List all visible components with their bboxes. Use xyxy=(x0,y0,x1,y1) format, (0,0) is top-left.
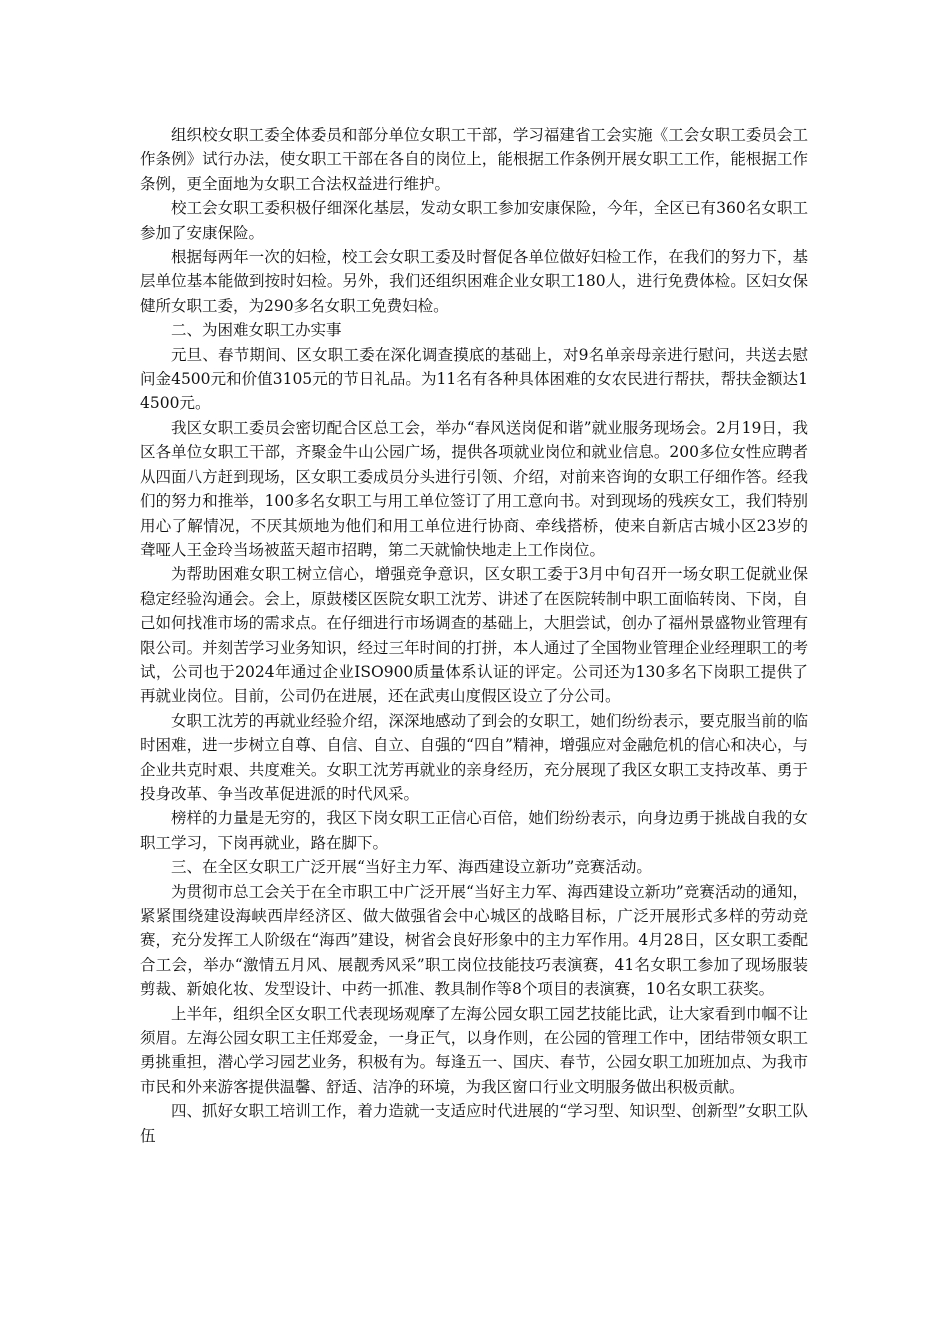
paragraph-health-check: 根据每两年一次的妇检，校工会女职工委及时督促各单位做好妇检工作，在我们的努力下，基层单位基本能做到按时妇检。另外，我们还组织困难企业女职工180人，进行免费体检。区妇女保健所女职工委，为290多名女职工免费妇检。 xyxy=(140,248,808,315)
paragraph-training-regulations: 组织校女职工委全体委员和部分单位女职工干部，学习福建省工会实施《工会女职工委员会工作条例》试行办法，使女职工干部在各自的岗位上，能根据工作条例开展女职工工作，能根据工作条例，更全面地为女职工合法权益进行维护。 xyxy=(140,126,808,193)
section-heading-4: 四、抓好女职工培训工作，着力造就一支适应时代进展的“学习型、知识型、创新型”女职工队伍 xyxy=(140,1102,808,1145)
paragraph-role-model: 榜样的力量是无穷的，我区下岗女职工正信心百倍，她们纷纷表示，向身边勇于挑战自我的女职工学习，下岗再就业，路在脚下。 xyxy=(140,809,808,852)
section-heading-3: 三、在全区女职工广泛开展“当好主力军、海西建设立新功”竞赛活动。 xyxy=(171,858,652,877)
document-body xyxy=(140,123,808,1148)
paragraph-competition: 为贯彻市总工会关于在全市职工中广泛开展“当好主力军、海西建设立新功”竞赛活动的通知，紧紧围绕建设海峡西岸经济区、做大做强省会中心城区的战略目标，广泛开展形式多样的劳动竞赛，充分发挥工人阶级在“海西”建设，树省会良好形象中的主力军作用。4月28日，区女职工委配合工会，举办“激情五月风、展靓秀风采”职工岗位技能技巧表演赛，41名女职工参加了现场服装剪裁、新娘化妆、发型设计、中药一抓准、教具制作等8个项目的表演赛，10名女职工获奖。 xyxy=(140,882,808,999)
paragraph-reemployment-story: 女职工沈芳的再就业经验介绍，深深地感动了到会的女职工，她们纷纷表示，要克服当前的临时困难，进一步树立自尊、自信、自立、自强的“四自”精神，增强应对金融危机的信心和决心，与企业共克时艰、共度难关。女职工沈芳再就业的亲身经历，充分展现了我区女职工支持改革、勇于投身改革、争当改革促进派的时代风采。 xyxy=(140,711,808,803)
section-heading-2: 二、为困难女职工办实事 xyxy=(171,321,342,340)
paragraph-holiday-relief: 元旦、春节期间、区女职工委在深化调查摸底的基础上，对9名单亲母亲进行慰问，共送去慰问金4500元和价值3105元的节日礼品。为11名有各种具体困难的女农民进行帮扶，帮扶金额达14500元。 xyxy=(140,345,808,413)
paragraph-insurance: 校工会女职工委积极仔细深化基层，发动女职工参加安康保险，今年，全区已有360名女职工参加了安康保险。 xyxy=(140,199,808,242)
paragraph-park-gardening: 上半年，组织全区女职工代表现场观摩了左海公园女职工园艺技能比武，让大家看到巾帼不让须眉。左海公园女职工主任郑爱金，一身正气，以身作则，在公园的管理工作中，团结带领女职工勇挑重担，潜心学习园艺业务，积极有为。每逢五一、国庆、春节，公园女职工加班加点、为我市市民和外来游客提供温馨、舒适、洁净的环境，为我区窗口行业文明服务做出积极贡献。 xyxy=(140,1004,808,1096)
paragraph-job-fair: 我区女职工委员会密切配合区总工会，举办“春风送岗促和谐”就业服务现场会。2月19日，我区各单位女职工干部，齐聚金牛山公园广场，提供各项就业岗位和就业信息。200多位女性应聘者从四面八方赶到现场，区女职工委成员分头进行引领、介绍，对前来咨询的女职工仔细作答。经我们的努力和推举，100多名女职工与用工单位签订了用工意向书。对到现场的残疾女工，我们特别用心了解情况，不厌其烦地为他们和用工单位进行协商、牵线搭桥，使来自新店古城小区23岁的聋哑人王金玲当场被蓝天超市招聘，第二天就愉快地走上工作岗位。 xyxy=(140,418,808,559)
paragraph-experience-meeting: 为帮助困难女职工树立信心，增强竞争意识，区女职工委于3月中旬召开一场女职工促就业保稳定经验沟通会。会上，原鼓楼区医院女职工沈芳、讲述了在医院转制中职工面临转岗、下岗，自己如何找准市场的需求点。在仔细进行市场调查的基础上，大胆尝试，创办了福州景盛物业管理有限公司。并刻苦学习业务知识，经过三年时间的打拼，本人通过了全国物业管理企业经理职工的考试，公司也于2024年通过企业ISO900质量体系认证的评定。公司还为130多名下岗职工提供了再就业岗位。目前，公司仍在进展，还在武夷山度假区设立了分公司。 xyxy=(140,565,808,706)
